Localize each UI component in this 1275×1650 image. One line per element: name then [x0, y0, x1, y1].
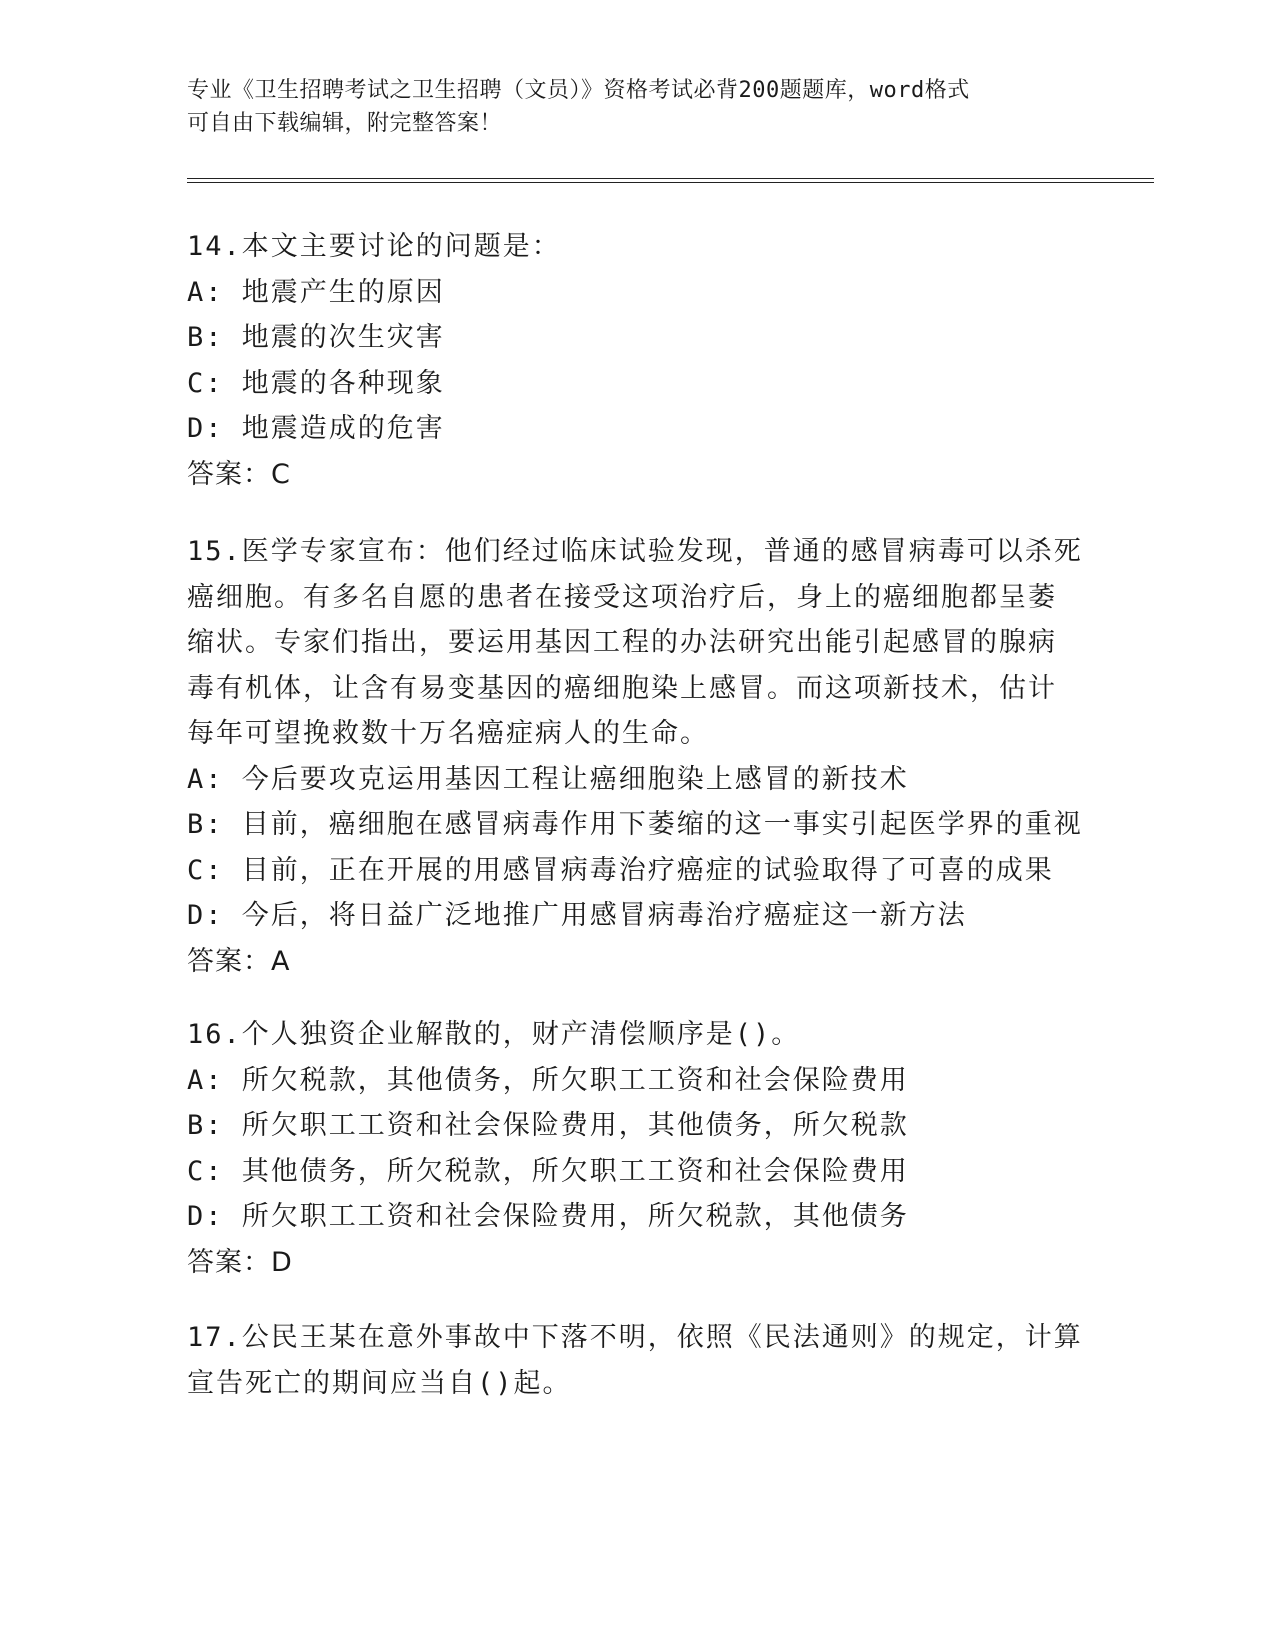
- question-stem: 14.本文主要讨论的问题是：: [187, 231, 561, 262]
- question-17: [187, 1315, 1087, 1406]
- question-15: [187, 529, 1087, 984]
- option-c: C: 地震的各种现象: [187, 367, 445, 399]
- answer-line: 答案：D: [187, 1246, 293, 1278]
- option-a: A: 所欠税款，其他债务，所欠职工工资和社会保险费用: [187, 1064, 909, 1096]
- answer-line: 答案：C: [187, 458, 291, 490]
- question-stem-line-1: 15.医学专家宣布：他们经过临床试验发现，普通的感冒病毒可以杀死: [187, 536, 1083, 567]
- header-title-line-2: 可自由下载编辑，附完整答案！: [187, 111, 503, 136]
- question-stem-line-4: 毒有机体，让含有易变基因的癌细胞染上感冒。而这项新技术，估计: [187, 672, 1057, 704]
- option-d: D: 所欠职工工资和社会保险费用，所欠税款，其他债务: [187, 1201, 909, 1232]
- document-header: [187, 74, 1087, 140]
- question-stem: 16.个人独资企业解散的，财产清偿顺序是()。: [187, 1019, 801, 1050]
- answer-line: 答案：A: [187, 945, 291, 977]
- question-stem-line-5: 每年可望挽救数十万名癌症病人的生命。: [187, 718, 709, 749]
- question-stem-line-3: 缩状。专家们指出，要运用基因工程的办法研究出能引起感冒的腺病: [187, 627, 1057, 658]
- question-stem-line-1: 17.公民王某在意外事故中下落不明，依照《民法通则》的规定，计算: [187, 1322, 1083, 1353]
- option-b: B: 目前，癌细胞在感冒病毒作用下萎缩的这一事实引起医学界的重视: [187, 809, 1083, 840]
- header-title-line-1: 专业《卫生招聘考试之卫生招聘（文员）》资格考试必背200题题库，word格式: [187, 78, 970, 103]
- option-b: B: 地震的次生灾害: [187, 322, 445, 353]
- option-a: A: 地震产生的原因: [187, 276, 445, 308]
- option-a: A: 今后要攻克运用基因工程让癌细胞染上感冒的新技术: [187, 763, 909, 795]
- question-16: [187, 1012, 1087, 1285]
- option-b: B: 所欠职工工资和社会保险费用，其他债务，所欠税款: [187, 1110, 909, 1141]
- header-divider: [187, 178, 1154, 183]
- option-d: D: 今后，将日益广泛地推广用感冒病毒治疗癌症这一新方法: [187, 900, 967, 931]
- option-d: D: 地震造成的危害: [187, 413, 445, 444]
- option-c: C: 其他债务，所欠税款，所欠职工工资和社会保险费用: [187, 1155, 909, 1187]
- question-stem-line-2: 癌细胞。有多名自愿的患者在接受这项治疗后，身上的癌细胞都呈萎: [187, 581, 1057, 613]
- question-stem-line-2: 宣告死亡的期间应当自()起。: [187, 1367, 572, 1399]
- option-c: C: 目前，正在开展的用感冒病毒治疗癌症的试验取得了可喜的成果: [187, 854, 1054, 886]
- question-14: [187, 224, 1087, 497]
